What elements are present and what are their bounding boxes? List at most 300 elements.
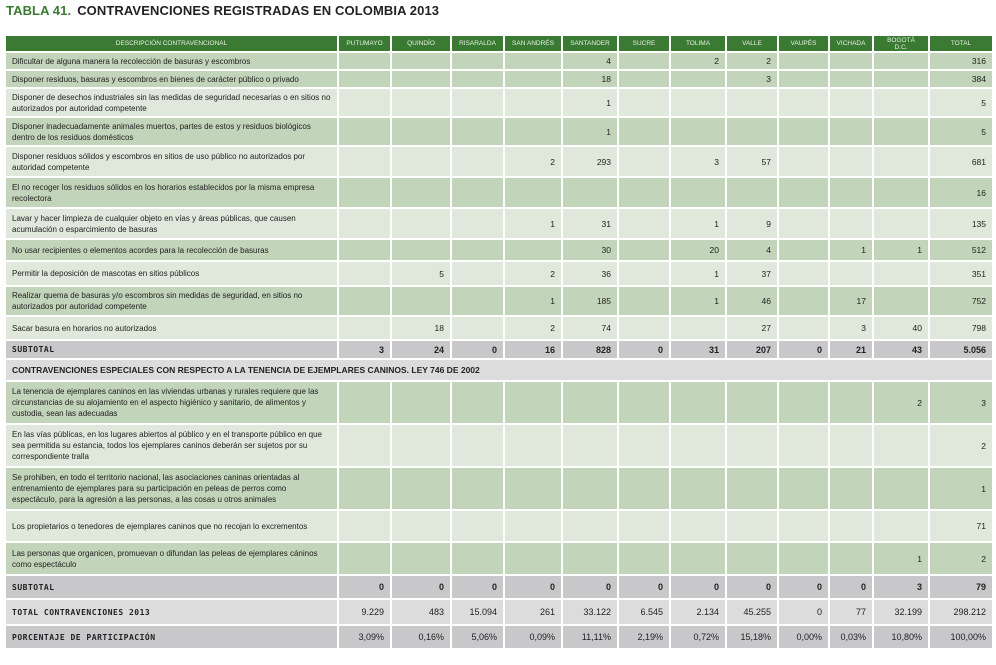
- cell-value: 33.122: [563, 600, 617, 624]
- cell-value: [392, 209, 450, 238]
- row-description: Disponer inadecuadamente animales muertos, partes de estos y residuos biológicos dentro de los residuos domésticos: [6, 118, 337, 145]
- cell-value: [727, 89, 777, 116]
- cell-value: [505, 511, 561, 541]
- cell-value: [779, 382, 828, 423]
- cell-value: [619, 543, 669, 574]
- cell-value: [392, 240, 450, 260]
- cell-value: 30: [563, 240, 617, 260]
- cell-value: [830, 543, 872, 574]
- cell-value: [727, 178, 777, 207]
- cell-value: [671, 178, 725, 207]
- cell-value: 1: [874, 543, 928, 574]
- row-description: El no recoger los residuos sólidos en los horarios establecidos por la misma empresa recolectora: [6, 178, 337, 207]
- cell-value: 1: [563, 118, 617, 145]
- cell-value: 0,09%: [505, 626, 561, 648]
- row-description: Se prohiben, en todo el territorio nacional, las asociaciones caninas orientadas al entrenamiento de ejemplares para su participación en peleas de perros como espectáculo, para la agresión a las personas, a las cosas u otros animales: [6, 468, 337, 509]
- cell-value: 5: [930, 89, 992, 116]
- cell-value: 6.545: [619, 600, 669, 624]
- cell-value: 2: [505, 262, 561, 285]
- cell-value: [874, 425, 928, 466]
- row-description: Lavar y hacer limpieza de cualquier objeto en vías y áreas públicas, que causen acumulación o esparcimiento de basuras: [6, 209, 337, 238]
- table-row: [6, 118, 992, 145]
- cell-value: 27: [727, 317, 777, 339]
- cell-value: [874, 511, 928, 541]
- table-row: [6, 178, 992, 207]
- cell-value: [830, 178, 872, 207]
- cell-value: 0: [779, 600, 828, 624]
- cell-value: [619, 425, 669, 466]
- cell-value: [874, 118, 928, 145]
- cell-value: 46: [727, 287, 777, 315]
- cell-value: 24: [392, 341, 450, 358]
- cell-value: 0,00%: [779, 626, 828, 648]
- cell-value: [563, 511, 617, 541]
- row-description: Dificultar de alguna manera la recolección de basuras y escombros: [6, 53, 337, 69]
- section-header-row: [6, 360, 992, 380]
- cell-value: [452, 89, 503, 116]
- table-row: [6, 53, 992, 69]
- cell-value: 351: [930, 262, 992, 285]
- cell-value: [830, 53, 872, 69]
- cell-value: [619, 178, 669, 207]
- table-row: [6, 425, 992, 466]
- cell-value: [392, 89, 450, 116]
- cell-value: 752: [930, 287, 992, 315]
- cell-value: 2,19%: [619, 626, 669, 648]
- row-description: TOTAL CONTRAVENCIONES 2013: [6, 600, 337, 624]
- cell-value: [874, 287, 928, 315]
- cell-value: 1: [930, 468, 992, 509]
- cell-value: 0: [619, 341, 669, 358]
- cell-value: 2: [671, 53, 725, 69]
- cell-value: [505, 543, 561, 574]
- cell-value: [727, 118, 777, 145]
- cell-value: [452, 240, 503, 260]
- cell-value: [339, 118, 390, 145]
- row-description: Permitir la deposición de mascotas en sitios públicos: [6, 262, 337, 285]
- cell-value: [452, 262, 503, 285]
- row-description: No usar recipientes o elementos acordes para la recolección de basuras: [6, 240, 337, 260]
- cell-value: [779, 543, 828, 574]
- cell-value: [727, 382, 777, 423]
- cell-value: 20: [671, 240, 725, 260]
- cell-value: [727, 468, 777, 509]
- cell-value: 10,80%: [874, 626, 928, 648]
- cell-value: [830, 118, 872, 145]
- row-description: Los propietarios o tenedores de ejemplares caninos que no recojan lo excrementos: [6, 511, 337, 541]
- cell-value: [727, 425, 777, 466]
- cell-value: [874, 468, 928, 509]
- table-title: [6, 3, 439, 18]
- table-row: [6, 511, 992, 541]
- cell-value: 1: [505, 287, 561, 315]
- cell-value: [779, 53, 828, 69]
- cell-value: 3: [830, 317, 872, 339]
- column-header: RISARALDA: [452, 36, 503, 51]
- cell-value: 681: [930, 147, 992, 176]
- cell-value: [779, 240, 828, 260]
- cell-value: [392, 511, 450, 541]
- cell-value: [339, 71, 390, 87]
- cell-value: [392, 543, 450, 574]
- cell-value: [452, 317, 503, 339]
- total-row: [6, 600, 992, 624]
- row-description: Disponer residuos, basuras y escombros en bienes de carácter público o privado: [6, 71, 337, 87]
- cell-value: [452, 382, 503, 423]
- table-row: [6, 382, 992, 423]
- header-row: [6, 36, 992, 51]
- cell-value: [671, 543, 725, 574]
- column-header: VICHADA: [830, 36, 872, 51]
- cell-value: [779, 468, 828, 509]
- cell-value: 37: [727, 262, 777, 285]
- row-description: Realizar quema de basuras y/o escombros sin medidas de seguridad, en sitios no autorizados por autoridad competente: [6, 287, 337, 315]
- cell-value: [874, 209, 928, 238]
- cell-value: 0: [452, 341, 503, 358]
- row-description: PORCENTAJE DE PARTICIPACIÓN: [6, 626, 337, 648]
- table-row: [6, 262, 992, 285]
- column-header: VAUPÉS: [779, 36, 828, 51]
- cell-value: 3: [671, 147, 725, 176]
- cell-value: 45.255: [727, 600, 777, 624]
- cell-value: [452, 425, 503, 466]
- cell-value: [339, 209, 390, 238]
- cell-value: 4: [563, 53, 617, 69]
- cell-value: [619, 53, 669, 69]
- cell-value: [505, 118, 561, 145]
- cell-value: [392, 425, 450, 466]
- cell-value: [452, 118, 503, 145]
- table-row: [6, 240, 992, 260]
- cell-value: 316: [930, 53, 992, 69]
- cell-value: 36: [563, 262, 617, 285]
- cell-value: 3: [874, 576, 928, 598]
- cell-value: [392, 147, 450, 176]
- cell-value: 1: [671, 209, 725, 238]
- cell-value: 15.094: [452, 600, 503, 624]
- cell-value: 3: [930, 382, 992, 423]
- cell-value: 2: [505, 317, 561, 339]
- cell-value: 57: [727, 147, 777, 176]
- cell-value: 0: [452, 576, 503, 598]
- cell-value: [874, 147, 928, 176]
- cell-value: 298.212: [930, 600, 992, 624]
- column-header: TOLIMA: [671, 36, 725, 51]
- cell-value: [452, 543, 503, 574]
- cell-value: [339, 240, 390, 260]
- cell-value: 18: [392, 317, 450, 339]
- cell-value: [874, 262, 928, 285]
- cell-value: [874, 53, 928, 69]
- cell-value: 74: [563, 317, 617, 339]
- cell-value: 21: [830, 341, 872, 358]
- row-description: En las vías públicas, en los lugares abiertos al público y en el transporte público en que sea permitida su estancia, todos los ejemplares caninos deberán ser sujetos por su correspondiente tralla: [6, 425, 337, 466]
- cell-value: 2: [930, 425, 992, 466]
- cell-value: 15,18%: [727, 626, 777, 648]
- cell-value: [339, 147, 390, 176]
- cell-value: [452, 53, 503, 69]
- cell-value: [505, 468, 561, 509]
- cell-value: [830, 89, 872, 116]
- cell-value: 2: [930, 543, 992, 574]
- cell-value: 77: [830, 600, 872, 624]
- table-row: [6, 468, 992, 509]
- cell-value: [671, 382, 725, 423]
- cell-value: 0: [727, 576, 777, 598]
- cell-value: [874, 71, 928, 87]
- cell-value: 2.134: [671, 600, 725, 624]
- cell-value: [671, 511, 725, 541]
- cell-value: [671, 468, 725, 509]
- cell-value: [392, 71, 450, 87]
- cell-value: 0: [779, 341, 828, 358]
- cell-value: [452, 178, 503, 207]
- cell-value: 40: [874, 317, 928, 339]
- cell-value: [619, 511, 669, 541]
- cell-value: 2: [874, 382, 928, 423]
- cell-value: 3: [339, 341, 390, 358]
- cell-value: [779, 71, 828, 87]
- cell-value: [339, 89, 390, 116]
- cell-value: [671, 317, 725, 339]
- cell-value: 9: [727, 209, 777, 238]
- column-header: TOTAL: [930, 36, 992, 51]
- cell-value: 11,11%: [563, 626, 617, 648]
- row-description: La tenencia de ejemplares caninos en las viviendas urbanas y rurales requiere que las circunstancias de su alojamiento en el aspecto higiénico y sanitario, de alimentos y custodia, sean las adecuadas: [6, 382, 337, 423]
- table-row: [6, 543, 992, 574]
- cell-value: 512: [930, 240, 992, 260]
- row-description: Disponer de desechos industriales sin las medidas de seguridad necesarias o en sitios no autorizados por autoridad competente: [6, 89, 337, 116]
- cell-value: [339, 287, 390, 315]
- cell-value: [779, 287, 828, 315]
- cell-value: [339, 178, 390, 207]
- cell-value: 185: [563, 287, 617, 315]
- cell-value: 2: [727, 53, 777, 69]
- cell-value: [563, 382, 617, 423]
- cell-value: 3,09%: [339, 626, 390, 648]
- cell-value: [779, 118, 828, 145]
- cell-value: [392, 118, 450, 145]
- cell-value: [619, 147, 669, 176]
- cell-value: 2: [505, 147, 561, 176]
- table-row: [6, 209, 992, 238]
- cell-value: [339, 425, 390, 466]
- cell-value: [619, 71, 669, 87]
- table-row: [6, 89, 992, 116]
- cell-value: [452, 511, 503, 541]
- cell-value: [505, 178, 561, 207]
- cell-value: [619, 89, 669, 116]
- cell-value: 18: [563, 71, 617, 87]
- cell-value: [727, 543, 777, 574]
- row-description: Las personas que organicen, promuevan o difundan las peleas de ejemplares cáninos como espectáculo: [6, 543, 337, 574]
- cell-value: 0: [563, 576, 617, 598]
- cell-value: 5.056: [930, 341, 992, 358]
- cell-value: [505, 53, 561, 69]
- percentage-row: [6, 626, 992, 648]
- cell-value: [452, 468, 503, 509]
- column-header: QUINDÍO: [392, 36, 450, 51]
- cell-value: 79: [930, 576, 992, 598]
- cell-value: [505, 89, 561, 116]
- cell-value: [830, 147, 872, 176]
- cell-value: [830, 468, 872, 509]
- cell-value: [339, 382, 390, 423]
- cell-value: 0,03%: [830, 626, 872, 648]
- cell-value: [779, 147, 828, 176]
- cell-value: [727, 511, 777, 541]
- cell-value: 17: [830, 287, 872, 315]
- cell-value: [339, 53, 390, 69]
- cell-value: [619, 118, 669, 145]
- cell-value: [392, 382, 450, 423]
- cell-value: 5: [392, 262, 450, 285]
- cell-value: [563, 178, 617, 207]
- cell-value: [339, 262, 390, 285]
- cell-value: 0,72%: [671, 626, 725, 648]
- cell-value: [671, 425, 725, 466]
- cell-value: 1: [505, 209, 561, 238]
- table-row: [6, 317, 992, 339]
- cell-value: [779, 317, 828, 339]
- cell-value: [671, 89, 725, 116]
- cell-value: 0,16%: [392, 626, 450, 648]
- cell-value: [619, 317, 669, 339]
- cell-value: 0: [619, 576, 669, 598]
- cell-value: [830, 511, 872, 541]
- cell-value: [830, 425, 872, 466]
- cell-value: [339, 511, 390, 541]
- table-number: TABLA 41.: [6, 3, 72, 18]
- section-title: CONTRAVENCIONES ESPECIALES CON RESPECTO A LA TENENCIA DE EJEMPLARES CANINOS. LEY 746 DE 2002: [6, 360, 992, 380]
- column-header: PUTUMAYO: [339, 36, 390, 51]
- cell-value: [830, 71, 872, 87]
- cell-value: [392, 287, 450, 315]
- cell-value: 43: [874, 341, 928, 358]
- cell-value: [619, 262, 669, 285]
- cell-value: [452, 71, 503, 87]
- cell-value: 5,06%: [452, 626, 503, 648]
- cell-value: [671, 71, 725, 87]
- cell-value: 5: [930, 118, 992, 145]
- cell-value: [779, 89, 828, 116]
- cell-value: 1: [830, 240, 872, 260]
- cell-value: [619, 287, 669, 315]
- cell-value: [671, 118, 725, 145]
- cell-value: [619, 382, 669, 423]
- column-header: SUCRE: [619, 36, 669, 51]
- cell-value: 1: [671, 287, 725, 315]
- cell-value: [505, 382, 561, 423]
- cell-value: 4: [727, 240, 777, 260]
- cell-value: [779, 178, 828, 207]
- cell-value: 0: [505, 576, 561, 598]
- table-row: [6, 71, 992, 87]
- cell-value: 0: [392, 576, 450, 598]
- cell-value: 1: [671, 262, 725, 285]
- column-header: VALLE: [727, 36, 777, 51]
- cell-value: 261: [505, 600, 561, 624]
- cell-value: [563, 468, 617, 509]
- cell-value: [874, 178, 928, 207]
- contraventions-table: [4, 34, 994, 650]
- cell-value: [505, 240, 561, 260]
- cell-value: [830, 382, 872, 423]
- cell-value: [392, 53, 450, 69]
- cell-value: [563, 425, 617, 466]
- table-title-text: CONTRAVENCIONES REGISTRADAS EN COLOMBIA 2013: [77, 3, 440, 18]
- cell-value: 293: [563, 147, 617, 176]
- cell-value: [563, 543, 617, 574]
- cell-value: [339, 317, 390, 339]
- cell-value: [339, 468, 390, 509]
- row-description: Sacar basura en horarios no autorizados: [6, 317, 337, 339]
- cell-value: 32.199: [874, 600, 928, 624]
- cell-value: 71: [930, 511, 992, 541]
- column-header: SAN ANDRÉS: [505, 36, 561, 51]
- cell-value: [339, 543, 390, 574]
- table-row: [6, 147, 992, 176]
- column-header: DESCRIPCIÓN CONTRAVENCIONAL: [6, 36, 337, 51]
- subtotal-row: [6, 341, 992, 358]
- cell-value: 100,00%: [930, 626, 992, 648]
- cell-value: 798: [930, 317, 992, 339]
- row-description: SUBTOTAL: [6, 576, 337, 598]
- cell-value: [619, 240, 669, 260]
- row-description: SUBTOTAL: [6, 341, 337, 358]
- table-row: [6, 287, 992, 315]
- cell-value: 31: [563, 209, 617, 238]
- cell-value: 0: [830, 576, 872, 598]
- cell-value: [505, 71, 561, 87]
- cell-value: [505, 425, 561, 466]
- cell-value: [779, 209, 828, 238]
- cell-value: 31: [671, 341, 725, 358]
- cell-value: 0: [779, 576, 828, 598]
- cell-value: 483: [392, 600, 450, 624]
- cell-value: [392, 178, 450, 207]
- cell-value: 1: [874, 240, 928, 260]
- cell-value: 384: [930, 71, 992, 87]
- cell-value: [452, 209, 503, 238]
- cell-value: [619, 209, 669, 238]
- cell-value: [779, 262, 828, 285]
- cell-value: 16: [505, 341, 561, 358]
- cell-value: 207: [727, 341, 777, 358]
- column-header: BOGOTÁ D.C.: [874, 36, 928, 51]
- cell-value: 828: [563, 341, 617, 358]
- cell-value: [779, 425, 828, 466]
- row-description: Disponer residuos sólidos y escombros en sitios de uso público no autorizados por autoridad competente: [6, 147, 337, 176]
- cell-value: [452, 287, 503, 315]
- cell-value: [830, 209, 872, 238]
- cell-value: 1: [563, 89, 617, 116]
- column-header: SANTANDER: [563, 36, 617, 51]
- cell-value: 0: [671, 576, 725, 598]
- cell-value: 135: [930, 209, 992, 238]
- subtotal-row: [6, 576, 992, 598]
- cell-value: 16: [930, 178, 992, 207]
- cell-value: [830, 262, 872, 285]
- cell-value: 3: [727, 71, 777, 87]
- cell-value: [452, 147, 503, 176]
- cell-value: 9.229: [339, 600, 390, 624]
- cell-value: [392, 468, 450, 509]
- cell-value: [779, 511, 828, 541]
- cell-value: [874, 89, 928, 116]
- cell-value: [619, 468, 669, 509]
- cell-value: 0: [339, 576, 390, 598]
